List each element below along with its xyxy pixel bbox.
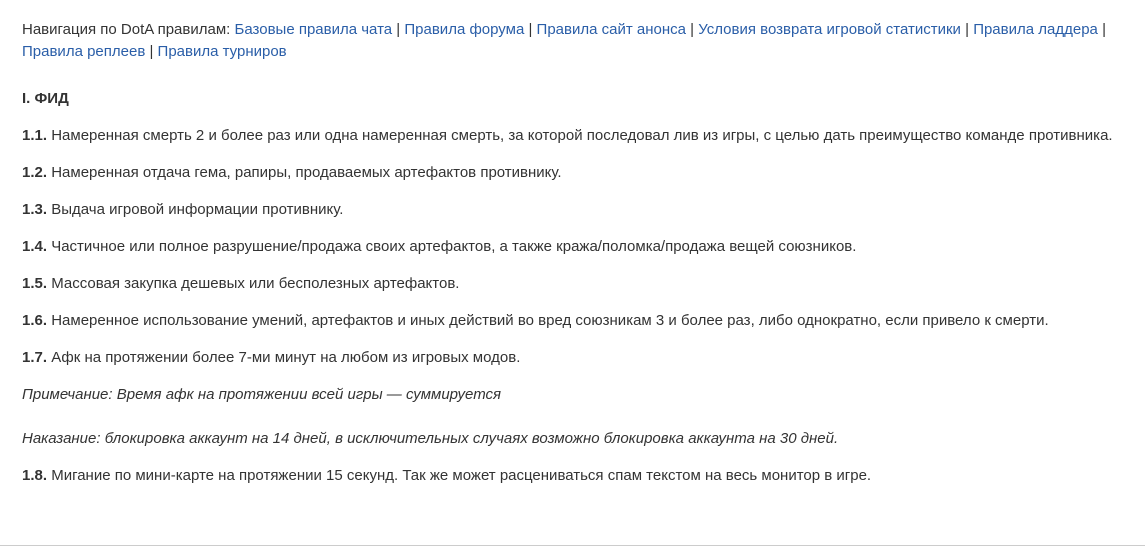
nav-separator: |	[1102, 21, 1106, 38]
rules-content	[22, 19, 1127, 487]
rules-navigation	[22, 19, 1127, 63]
nav-link-forum-rules[interactable]: Правила форума	[404, 21, 525, 38]
rule-number: 1.7.	[22, 349, 48, 366]
rule-text: Мигание по мини-карте на протяжении 15 секунд. Так же может расцениваться спам текстом на весь монитор в игре.	[51, 467, 872, 484]
rule-item	[22, 162, 1127, 184]
bottom-divider	[0, 545, 1145, 546]
nav-link-stats-return[interactable]: Условия возврата игровой статистики	[698, 21, 961, 38]
rule-number: 1.3.	[22, 201, 48, 218]
rule-text: Частичное или полное разрушение/продажа своих артефактов, а также кража/поломка/продажа вещей союзников.	[51, 238, 857, 255]
rule-item	[22, 347, 1127, 369]
rule-item	[22, 465, 1127, 487]
nav-prefix: Навигация по DotA правилам:	[22, 21, 231, 38]
rule-item	[22, 236, 1127, 258]
nav-link-ladder-rules[interactable]: Правила ладдера	[973, 21, 1098, 38]
nav-separator: |	[528, 21, 533, 38]
rule-number: 1.4.	[22, 238, 48, 255]
section-title: I. ФИД	[22, 90, 69, 107]
rule-number: 1.6.	[22, 312, 48, 329]
rule-text: Намеренное использование умений, артефактов и иных действий во вред союзникам 3 и более раз, либо однократно, если привело к смерти.	[51, 312, 1049, 329]
rule-item	[22, 273, 1127, 295]
rule-text: Афк на протяжении более 7-ми минут на любом из игровых модов.	[51, 349, 521, 366]
nav-separator: |	[690, 21, 695, 38]
nav-link-replay-rules[interactable]: Правила реплеев	[22, 43, 146, 60]
nav-link-announce-rules[interactable]: Правила сайт анонса	[536, 21, 686, 38]
afk-note: Примечание: Время афк на протяжении всей игры — суммируется	[22, 386, 502, 403]
rule-number: 1.5.	[22, 275, 48, 292]
rule-item	[22, 310, 1127, 332]
rule-item	[22, 125, 1127, 147]
rule-text: Массовая закупка дешевых или бесполезных артефактов.	[51, 275, 460, 292]
rule-text: Намеренная смерть 2 и более раз или одна намеренная смерть, за которой последовал лив из игры, с целью дать преимущество команде противника.	[51, 127, 1113, 144]
rule-item	[22, 199, 1127, 221]
rule-number: 1.2.	[22, 164, 48, 181]
nav-separator: |	[149, 43, 154, 60]
nav-link-chat-rules[interactable]: Базовые правила чата	[234, 21, 393, 38]
rule-number: 1.1.	[22, 127, 48, 144]
penalty-note: Наказание: блокировка аккаунт на 14 дней, в исключительных случаях возможно блокировка аккаунта на 30 дней.	[22, 430, 839, 447]
nav-link-tournament-rules[interactable]: Правила турниров	[157, 43, 287, 60]
rule-text: Выдача игровой информации противнику.	[51, 201, 344, 218]
nav-separator: |	[965, 21, 970, 38]
rule-number: 1.8.	[22, 467, 48, 484]
nav-separator: |	[396, 21, 401, 38]
rule-text: Намеренная отдача гема, рапиры, продаваемых артефактов противнику.	[51, 164, 562, 181]
